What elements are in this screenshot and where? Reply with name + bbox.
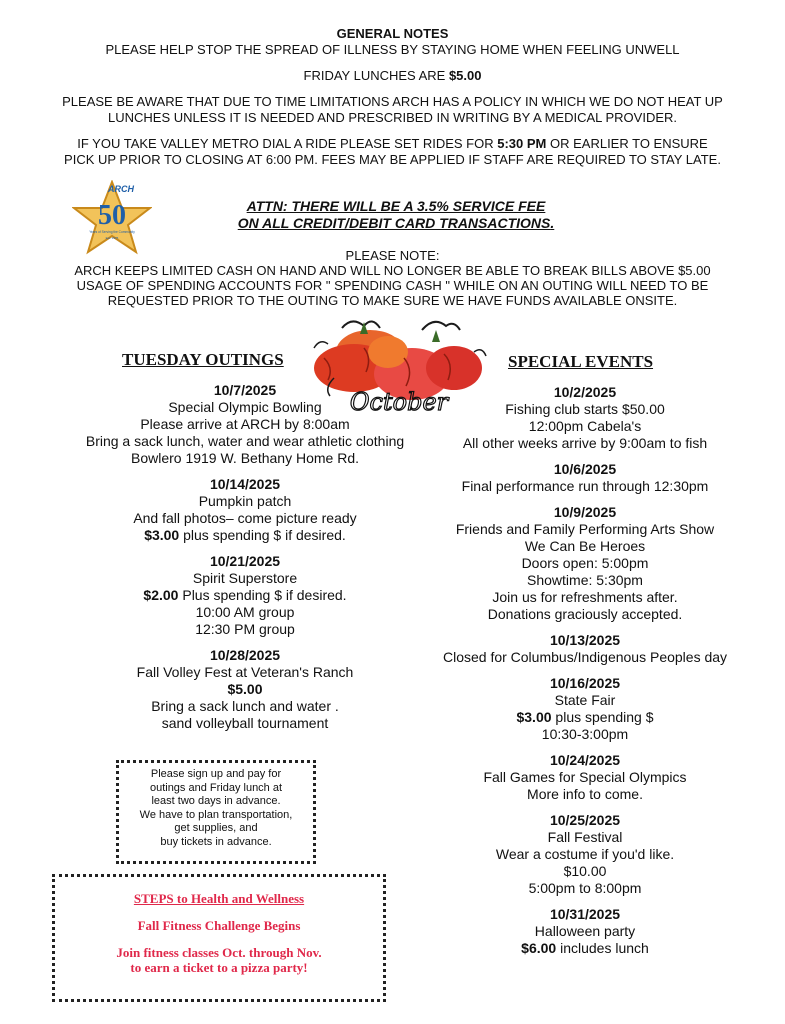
event-line: sand volleyball tournament (161, 715, 329, 731)
list-item (420, 461, 750, 495)
event-line: More info to come. (527, 786, 643, 802)
event-line: Final performance run through 12:30pm (461, 478, 709, 494)
event-price-note: Plus spending $ if desired. (178, 587, 347, 603)
event-date: 10/21/2025 (209, 553, 281, 569)
event-line: $10.00 (563, 863, 607, 879)
event-line: 12:00pm Cabela's (528, 418, 642, 434)
event-line: Doors open: 5:00pm (521, 555, 649, 571)
special-events-list (420, 384, 750, 966)
tuesday-outings-heading: TUESDAY OUTINGS (122, 350, 284, 369)
event-line: Join us for refreshments after. (492, 589, 678, 605)
event-date: 10/6/2025 (553, 461, 617, 477)
metro-notice-line-1 (0, 136, 785, 152)
attn-line-2 (196, 215, 596, 232)
illness-notice: PLEASE HELP STOP THE SPREAD OF ILLNESS BY STAYING HOME WHEN FEELING UNWELL (105, 42, 680, 57)
event-line: 12:30 PM group (195, 621, 295, 637)
event-line: Wear a costume if you'd like. (495, 846, 675, 862)
tuesday-outings-list (80, 382, 410, 741)
event-line: We Can Be Heroes (524, 538, 646, 554)
event-price: $6.00 (521, 940, 557, 956)
event-line: Bring a sack lunch, water and wear athletic clothing (85, 433, 405, 449)
event-line: Donations graciously accepted. (487, 606, 683, 622)
general-notes (0, 26, 785, 168)
please-note-line-1: ARCH KEEPS LIMITED CASH ON HAND AND WILL NO LONGER BE ABLE TO BREAK BILLS ABOVE $5.00 (74, 263, 711, 278)
list-item (420, 812, 750, 897)
please-note-line-3: REQUESTED PRIOR TO THE OUTING TO MAKE SURE WE HAVE FUNDS AVAILABLE ONSITE. (107, 293, 678, 308)
list-item (420, 632, 750, 666)
attn-line-1: ATTN: THERE WILL BE A 3.5% SERVICE FEE (246, 198, 546, 214)
event-line: All other weeks arrive by 9:00am to fish (462, 435, 708, 451)
event-line: Pumpkin patch (198, 493, 292, 509)
event-line: Bring a sack lunch and water . (151, 698, 339, 714)
event-line: Fishing club starts $50.00 (505, 401, 665, 417)
event-line: Showtime: 5:30pm (527, 572, 643, 588)
event-line: Special Olympic Bowling (168, 399, 322, 415)
event-line: 10:30-3:00pm (541, 726, 629, 742)
event-line: Spirit Superstore (192, 570, 298, 586)
signup-line: Please sign up and pay for (150, 768, 282, 780)
service-fee-notice (196, 198, 596, 232)
signup-line: least two days in advance. (151, 795, 281, 807)
event-date: 10/14/2025 (209, 476, 281, 492)
signup-line: We have to plan transportation, (139, 808, 293, 821)
event-date: 10/24/2025 (549, 752, 621, 768)
logo-number: 50 (98, 200, 126, 231)
general-notes-title: GENERAL NOTES (336, 26, 449, 41)
lunch-notice (0, 68, 785, 84)
event-date: 10/25/2025 (549, 812, 621, 828)
signup-line: outings and Friday lunch at (149, 781, 283, 794)
event-price-note: plus spending $ if desired. (179, 527, 346, 543)
steps-subtitle: Fall Fitness Challenge Begins (137, 918, 301, 933)
logo-since: Est. 1975 (105, 236, 119, 240)
logo-tagline: Years of Serving the Community (89, 230, 135, 234)
event-date: 10/13/2025 (549, 632, 621, 648)
logo-brand: ARCH (108, 184, 134, 194)
list-item (80, 382, 410, 467)
list-item (80, 476, 410, 544)
metro-time: 5:30 PM (497, 136, 547, 151)
event-price-note: includes lunch (556, 940, 649, 956)
event-line (80, 527, 410, 544)
signup-line: get supplies, and (174, 822, 258, 834)
metro-text: IF YOU TAKE VALLEY METRO DIAL A RIDE PLEASE SET RIDES FOR (77, 136, 498, 151)
steps-line-1: Join fitness classes Oct. through Nov. (116, 945, 322, 960)
event-line: And fall photos– come picture ready (133, 510, 357, 526)
star-icon (72, 180, 152, 256)
arch-50-logo (72, 180, 152, 256)
event-line: Closed for Columbus/Indigenous Peoples day (442, 649, 728, 665)
event-price-note: plus spending $ (551, 709, 654, 725)
signup-line: buy tickets in advance. (160, 835, 272, 848)
event-line (80, 587, 410, 604)
event-date: 10/31/2025 (549, 906, 621, 922)
steps-wellness-box (52, 874, 386, 1002)
metro-suffix: OR EARLIER TO ENSURE (546, 136, 708, 151)
event-date: 10/16/2025 (549, 675, 621, 691)
event-line (420, 940, 750, 957)
event-line: Fall Volley Fest at Veteran's Ranch (136, 664, 354, 680)
event-line: Friends and Family Performing Arts Show (455, 521, 715, 537)
list-item (420, 752, 750, 803)
event-line: Halloween party (534, 923, 636, 939)
event-date: 10/28/2025 (209, 647, 281, 663)
list-item (80, 553, 410, 638)
list-item (80, 647, 410, 732)
special-events-heading: SPECIAL EVENTS (508, 352, 654, 371)
steps-title: STEPS to Health and Wellness (133, 891, 305, 906)
steps-line-2: to earn a ticket to a pizza party! (130, 960, 308, 975)
event-line: Bowlero 1919 W. Bethany Home Rd. (130, 450, 359, 466)
list-item (420, 906, 750, 957)
signup-reminder-box (116, 760, 316, 864)
list-item (420, 675, 750, 743)
please-note-line-2: USAGE OF SPENDING ACCOUNTS FOR " SPENDING CASH " WHILE ON AN OUTING WILL NEED TO BE (76, 278, 709, 293)
heat-policy-line-1: PLEASE BE AWARE THAT DUE TO TIME LIMITATIONS ARCH HAS A POLICY IN WHICH WE DO NOT HEAT UP (62, 94, 723, 109)
event-line: State Fair (554, 692, 616, 708)
lunch-price: $5.00 (448, 68, 482, 83)
event-price: $5.00 (227, 681, 263, 697)
please-note (0, 248, 785, 308)
event-price: $2.00 (143, 587, 179, 603)
attn-line-2-text: ON ALL CREDIT/DEBIT CARD TRANSACTIONS (237, 215, 551, 231)
event-date: 10/2/2025 (553, 384, 617, 400)
list-item (420, 504, 750, 623)
event-line (420, 709, 750, 726)
signup-text (119, 763, 313, 849)
october-word: October (349, 388, 449, 414)
list-item (420, 384, 750, 452)
event-line: Fall Games for Special Olympics (483, 769, 687, 785)
event-price: $3.00 (516, 709, 552, 725)
event-line: 10:00 AM group (195, 604, 295, 620)
attn-period: . (550, 215, 555, 231)
lunch-text: FRIDAY LUNCHES ARE (303, 68, 449, 83)
event-date: 10/7/2025 (213, 382, 277, 398)
event-date: 10/9/2025 (553, 504, 617, 520)
event-line: 5:00pm to 8:00pm (528, 880, 642, 896)
heat-policy-line-2: LUNCHES UNLESS IT IS NEEDED AND PRESCRIBED IN WRITING BY A MEDICAL PROVIDER. (108, 110, 677, 125)
metro-notice-line-2: PICK UP PRIOR TO CLOSING AT 6:00 PM. FEES MAY BE APPLIED IF STAFF ARE REQUIRED TO STAY LATE. (64, 152, 721, 167)
event-line: Fall Festival (547, 829, 623, 845)
please-note-heading: PLEASE NOTE: (345, 248, 440, 263)
event-price: $3.00 (144, 527, 180, 543)
event-line: Please arrive at ARCH by 8:00am (140, 416, 350, 432)
